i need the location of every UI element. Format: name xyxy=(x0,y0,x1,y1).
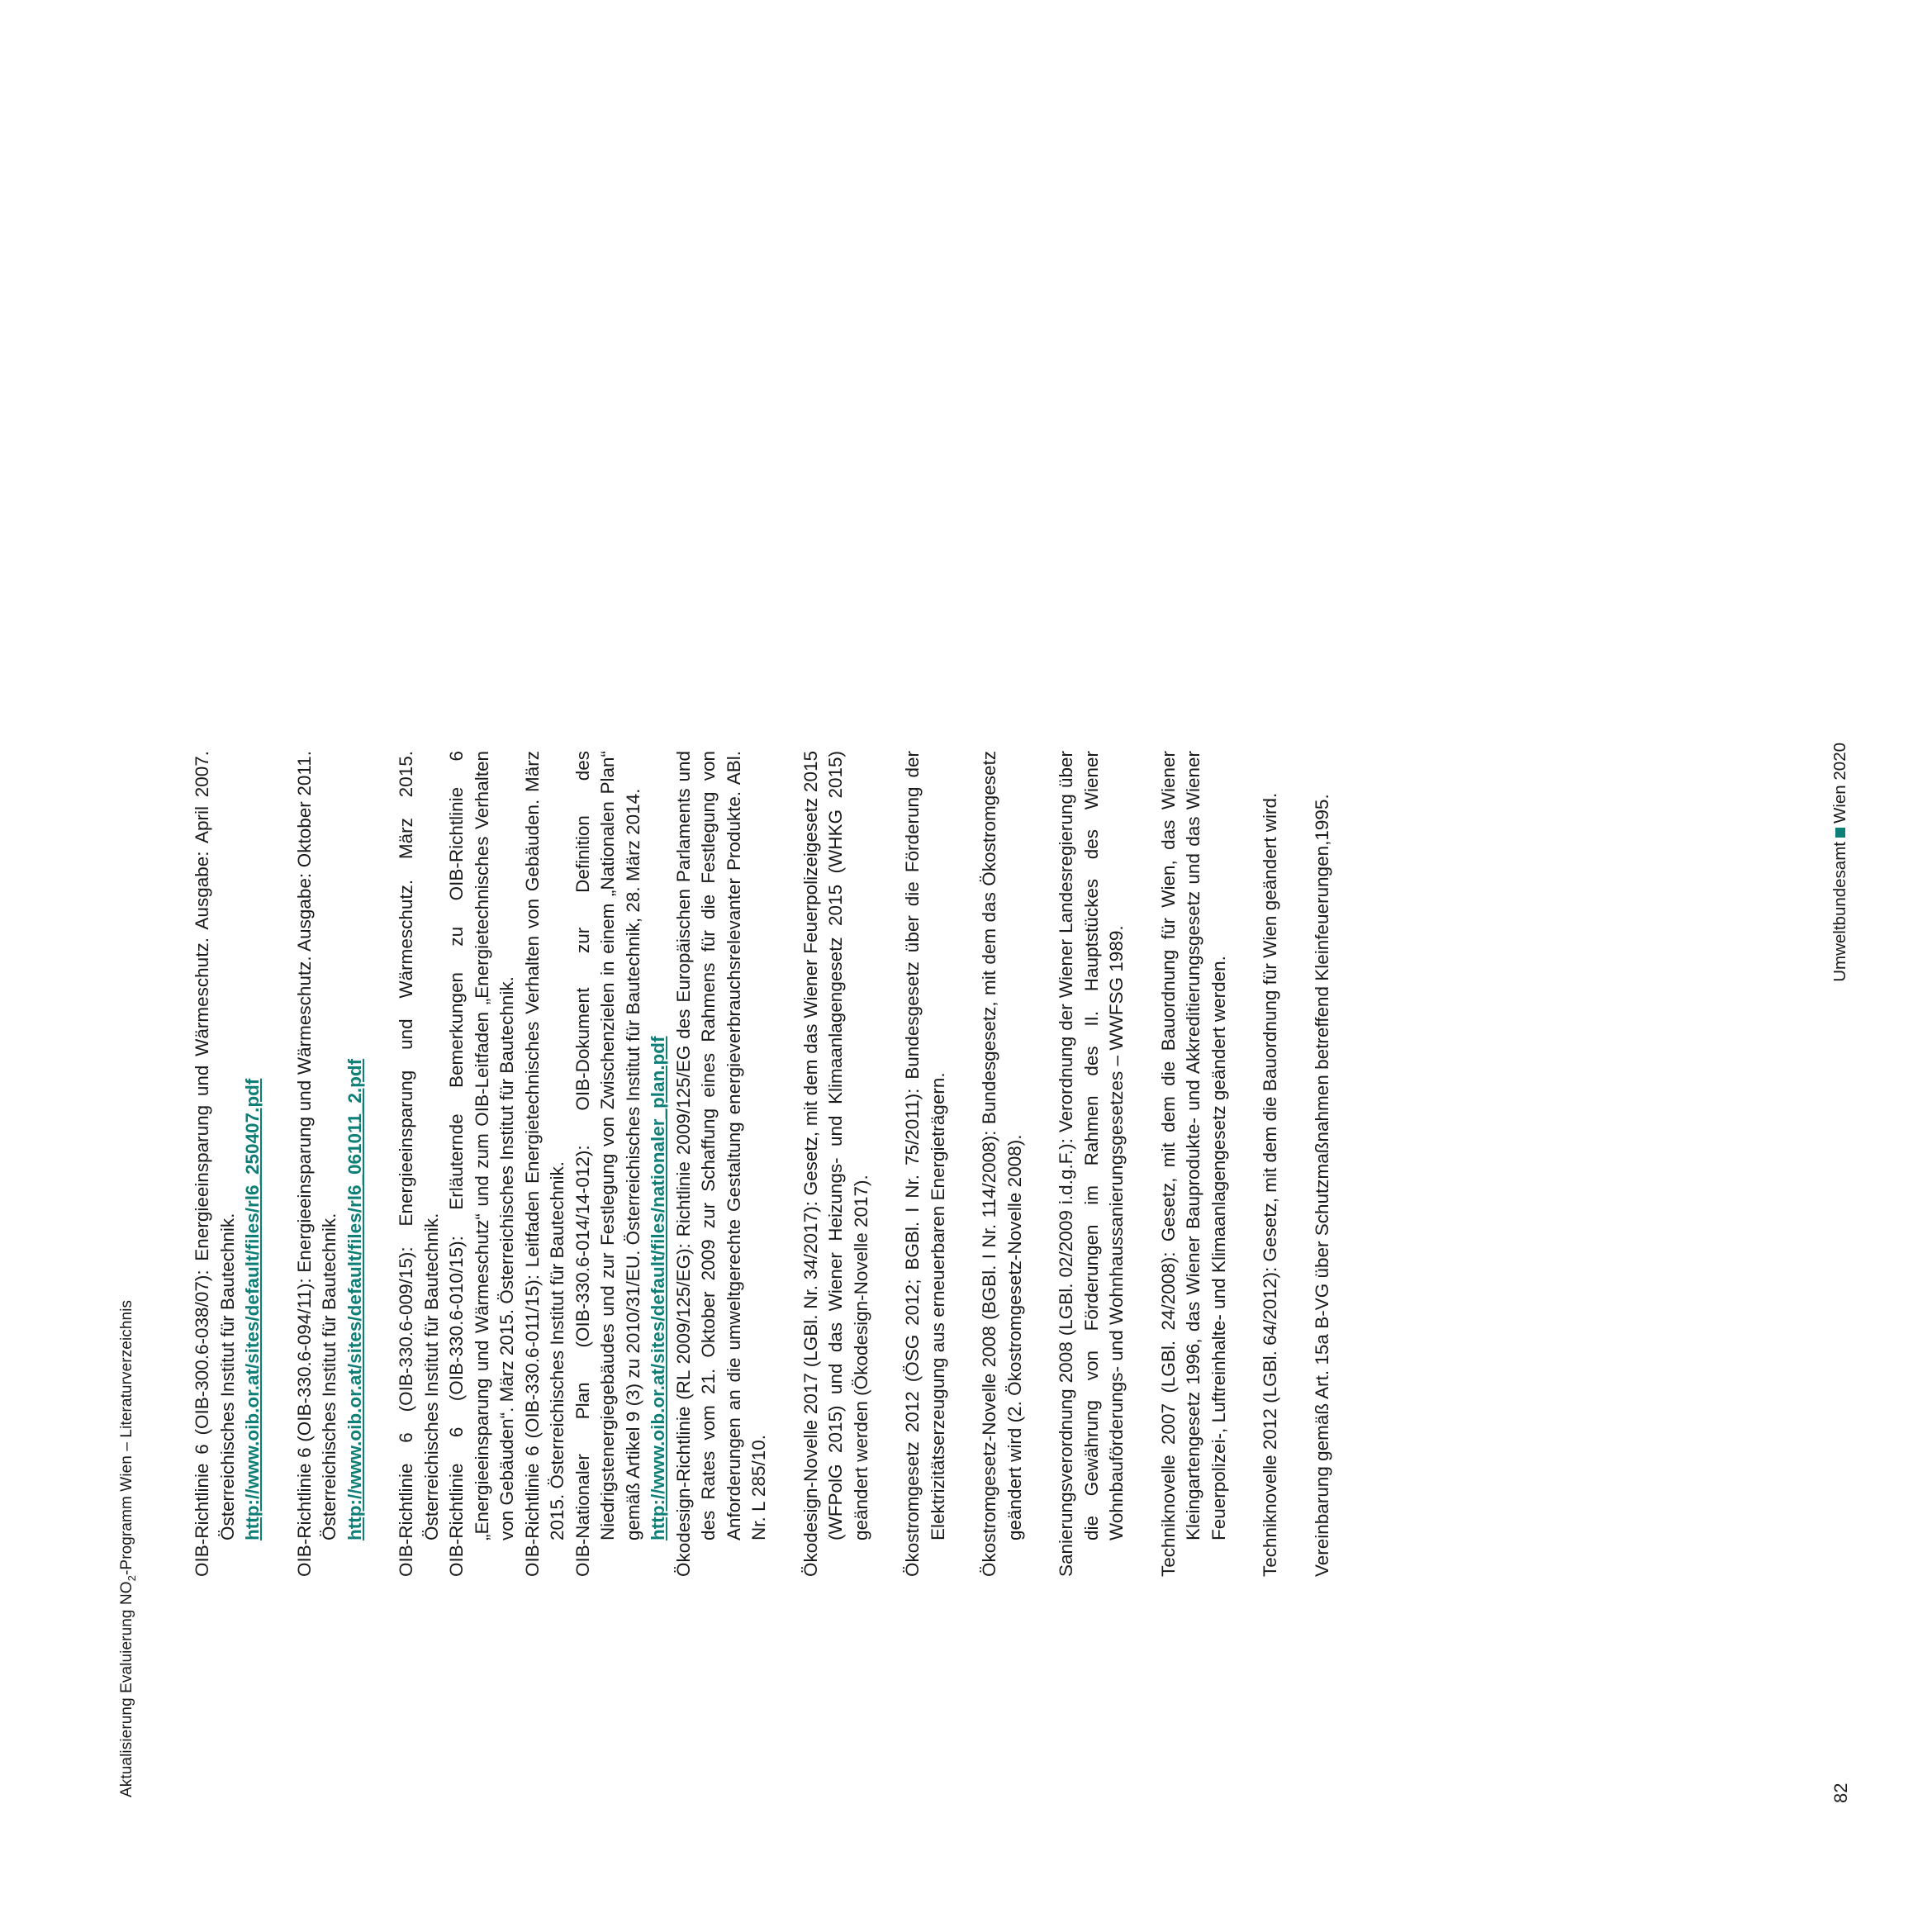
reference-entry xyxy=(394,751,444,1577)
reference-list xyxy=(190,751,1361,1577)
reference-entry xyxy=(672,751,772,1577)
reference-text: Ökodesign-Novelle 2017 (LGBl. Nr. 34/2017): Gesetz, mit dem das Wiener Feuerpolizeigesetz 2015 (WFPolG 2015) und das Wiener Heizungs- und Klimaanlagengesetz 2015 (WHKG 2015) geändert werden (Ökodesign-Novelle 2017). xyxy=(800,751,871,1577)
reference-entry xyxy=(1156,751,1232,1577)
reference-entry xyxy=(571,751,672,1577)
reference-entry xyxy=(520,751,571,1577)
reference-text: OIB-Nationaler Plan (OIB-330.6-014/14-012): OIB-Dokument zur Definition des Niedrigstenergiegebäudes und zur Festlegung von Zwischenzielen in einem „Nationalen Plan“ gemäß Artikel 9 (3) zu 2010/31/EU. Österreichisches Institut für Bautechnik, 28. März 2014. xyxy=(572,751,643,1577)
reference-text: Sanierungsverordnung 2008 (LGBl. 02/2009 i.d.g.F.): Verordnung der Wiener Landesregierung über die Gewährung von Förderungen im Rahmen des II. Hauptstückes des Wiener Wohnbauförderungs- und Wohnhaussanierungsgesetzes – WWFSG 1989. xyxy=(1056,751,1127,1577)
reference-text: OIB-Richtlinie 6 (OIB-300.6-038/07): Energieeinsparung und Wärmeschutz. Ausgabe: April 2007. Österreichisches Institut für Bautechnik. xyxy=(192,751,238,1577)
rotated-page xyxy=(0,571,1932,1932)
reference-link[interactable]: http://www.oib.or.at/sites/default/files/rl6_250407.pdf xyxy=(242,1078,263,1540)
reference-text: OIB-Richtlinie 6 (OIB-330.6-009/15): Energieeinsparung und Wärmeschutz. März 2015. Österreichisches Institut für Bautechnik. xyxy=(396,751,442,1577)
reference-text: Ökostromgesetz 2012 (ÖSG 2012; BGBl. I Nr. 75/2011): Bundesgesetz über die Förderung der Elektrizitätserzeugung aus erneuerbaren Energieträgern. xyxy=(902,751,948,1577)
footer-publisher xyxy=(1830,743,1850,990)
reference-text: OIB-Richtlinie 6 (OIB-330.6-094/11): Energieeinsparung und Wärmeschutz. Ausgabe: Oktober 2011. Österreichisches Institut für Bautechnik. xyxy=(293,751,339,1577)
reference-link[interactable]: http://www.oib.or.at/sites/default/files/rl6_061011_2.pdf xyxy=(344,1058,365,1540)
reference-entry xyxy=(977,751,1028,1577)
publisher-name: Umweltbundesamt xyxy=(1830,842,1849,982)
reference-entry xyxy=(900,751,951,1577)
running-header xyxy=(118,1300,138,1797)
reference-entry xyxy=(1258,751,1284,1577)
reference-link[interactable]: http://www.oib.or.at/sites/default/files/nationaler_plan.pdf xyxy=(648,1036,668,1540)
reference-entry xyxy=(190,751,266,1577)
reference-text: Techniknovelle 2007 (LGBl. 24/2008): Gesetz, mit dem die Bauordnung für Wien, das Wiener Kleingartengesetz 1996, das Wiener Bauprodukte- und Akkreditierungsgesetz und das Wiener Feuerpolizei-, Luftreinhalte- und Klimaanlagengesetz geändert werden. xyxy=(1157,751,1229,1577)
separator-square-icon xyxy=(1835,828,1845,838)
header-title-subscript: 2 xyxy=(125,1575,138,1582)
reference-text: Ökostromgesetz-Novelle 2008 (BGBl. I Nr. 114/2008): Bundesgesetz, mit dem das Ökostromgesetz geändert wird (2. Ökostromgesetz-Novelle 2008). xyxy=(979,751,1025,1577)
reference-text: Ökodesign-Richtlinie (RL 2009/125/EG): Richtlinie 2009/125/EG des Europäischen Parlaments und des Rates vom 21. Oktober 2009 zur Schaffung eines Rahmens für die Festlegung von Anforderungen an die umweltgerechte Gestaltung energieverbrauchsrelevanter Produkte. ABl. Nr. L 285/10. xyxy=(672,751,769,1577)
header-title-pre: Aktualisierung Evaluierung NO xyxy=(118,1581,135,1797)
publisher-year: Wien 2020 xyxy=(1830,743,1849,824)
reference-text: OIB-Richtlinie 6 (OIB-330.6-011/15): Leitfaden Energietechnisches Verhalten von Gebäuden. März 2015. Österreichisches Institut für Bautechnik. xyxy=(521,751,567,1577)
reference-text: Techniknovelle 2012 (LGBl. 64/2012): Gesetz, mit dem die Bauordnung für Wien geändert wird. xyxy=(1260,792,1280,1577)
reference-text: Vereinbarung gemäß Art. 15a B-VG über Schutzmaßnahmen betreffend Kleinfeuerungen,1995. xyxy=(1311,794,1332,1577)
reference-entry xyxy=(1310,751,1336,1577)
reference-entry xyxy=(799,751,875,1577)
reference-entry xyxy=(292,751,368,1577)
reference-text: OIB-Richtlinie 6 (OIB-330.6-010/15): Erläuternde Bemerkungen zu OIB-Richtlinie 6 „Energieeinsparung und Wärmeschutz“ und zum OIB-Leitfaden „Energietechnisches Verhalten von Gebäuden“. März 2015. Österreichisches Institut für Bautechnik. xyxy=(446,751,517,1577)
header-title-post: -Programm Wien – Literaturverzeichnis xyxy=(118,1299,135,1575)
page-number: 82 xyxy=(1830,1782,1851,1803)
reference-entry xyxy=(444,751,520,1577)
reference-entry xyxy=(1054,751,1130,1577)
